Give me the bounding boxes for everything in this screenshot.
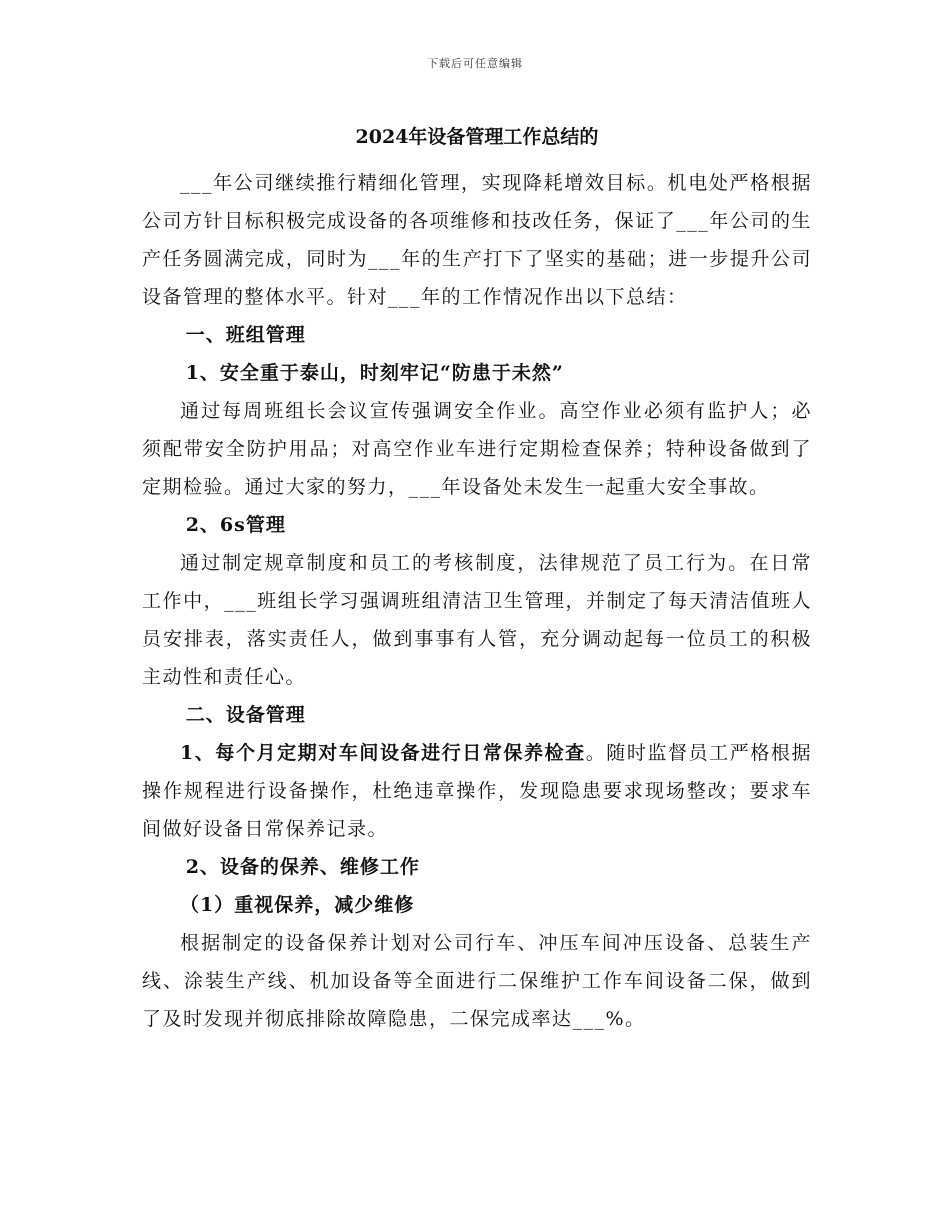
- section2-item1-lead: 1、每个月定期对车间设备进行日常保养检查: [180, 742, 586, 764]
- section2-sub1-heading: （1）重视保养，减少维修: [180, 894, 415, 916]
- section1-item2-body: 通过制定规章制度和员工的考核制度，法律规范了员工行为。在日常工作中，___班组长学习强调班组清洁卫生管理，并制定了每天清洁值班人员安排表，落实责任人，做到事事有人管，充分调动起每一位员工的积极主动性和责任心。: [142, 552, 812, 688]
- document-title: 2024年设备管理工作总结的: [355, 126, 599, 148]
- section1-item2-heading: 2、6s管理: [185, 514, 286, 536]
- section1-item1-body: 通过每周班组长会议宣传强调安全作业。高空作业必须有监护人；必须配带安全防护用品；对高空作业车进行定期检查保养；特种设备做到了定期检验。通过大家的努力，___年设备处未发生一起重大安全事故。: [142, 400, 812, 498]
- section2-sub1-body: 根据制定的设备保养计划对公司行车、冲压车间冲压设备、总装生产线、涂装生产线、机加设备等全面进行二保维护工作车间设备二保，做到了及时发现并彻底排除故障隐患，二保完成率达___%。: [142, 932, 812, 1030]
- section2-heading: 二、设备管理: [185, 704, 306, 726]
- intro-paragraph: ___年公司继续推行精细化管理，实现降耗增效目标。机电处严格根据公司方针目标积极完成设备的各项维修和技改任务，保证了___年公司的生产任务圆满完成，同时为___年的生产打下了坚实的基础；进一步提升公司设备管理的整体水平。针对___年的工作情况作出以下总结：: [142, 172, 812, 308]
- section2-item1-paragraph: [142, 734, 812, 848]
- section2-item2-heading: 2、设备的保养、维修工作: [185, 856, 420, 878]
- section2-item1-rest: 。随时监督员工严格根据操作规程进行设备操作，杜绝违章操作，发现隐患要求现场整改；要求车间做好设备日常保养记录。: [142, 742, 812, 840]
- page-header-note: 下载后可任意编辑: [427, 57, 523, 70]
- section1-heading: 一、班组管理: [185, 324, 306, 346]
- document-body: [142, 118, 812, 1038]
- section1-item1-heading: 1、安全重于泰山，时刻牢记“防患于未然”: [185, 362, 564, 384]
